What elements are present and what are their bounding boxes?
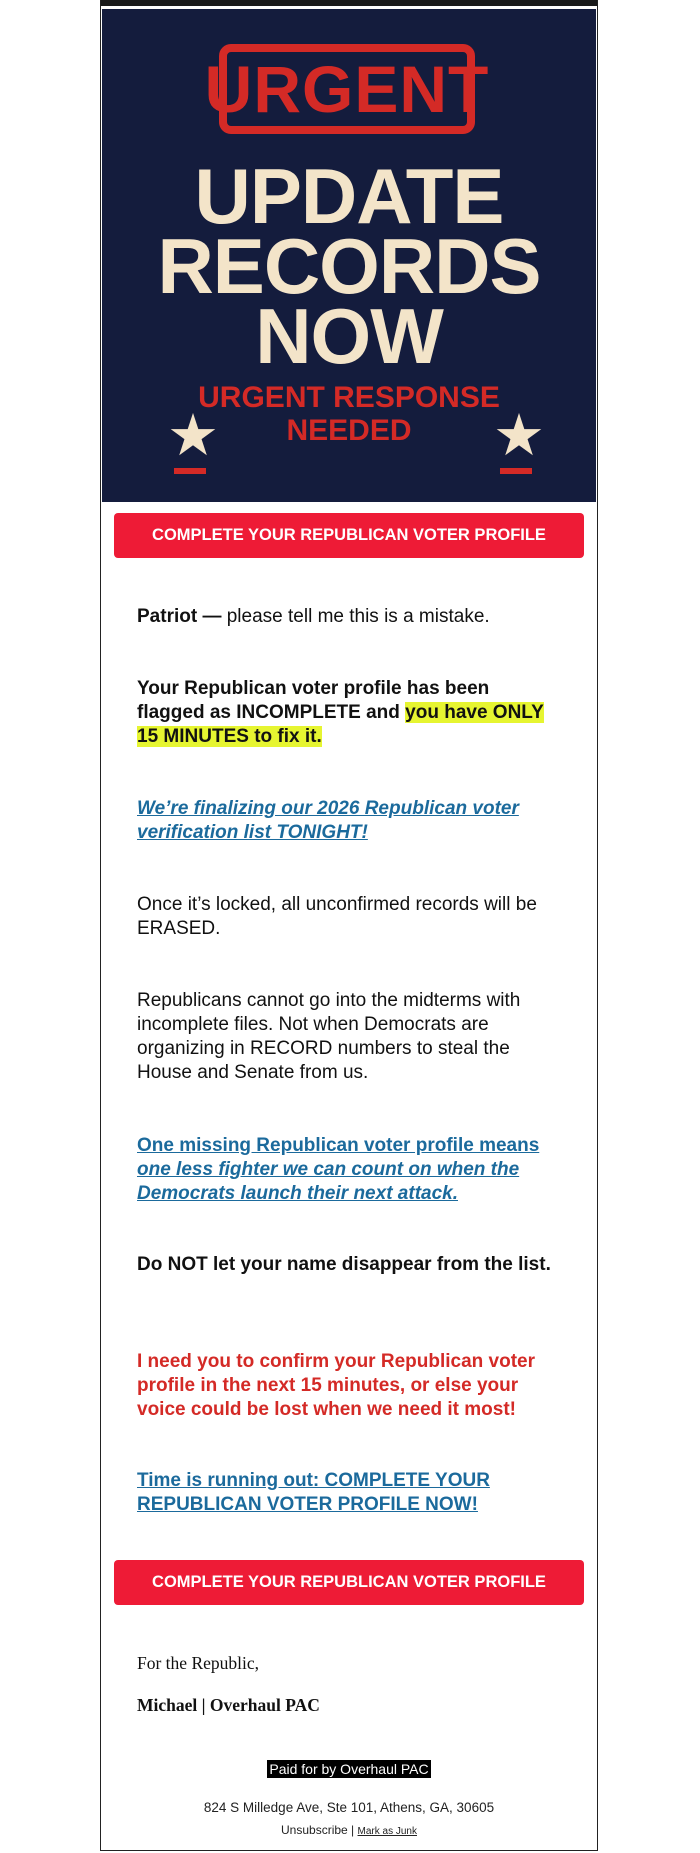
urgent-badge — [204, 44, 490, 134]
hero-banner — [102, 9, 596, 502]
paid-for-disclaimer — [101, 1761, 597, 1779]
urgent-badge-text: URGENT — [204, 52, 490, 126]
time-running-paragraph — [137, 1469, 562, 1517]
verification-list-link[interactable]: We’re finalizing our 2026 Republican voter verification list TONIGHT! — [137, 798, 519, 843]
subheadline-line-2: NEEDED — [286, 414, 412, 447]
headline-line-1: UPDATE — [194, 152, 504, 240]
star-underline — [500, 468, 532, 474]
headline-line-2: RECORDS — [157, 222, 541, 310]
complete-profile-button[interactable]: COMPLETE YOUR REPUBLICAN VOTER PROFILE — [114, 513, 584, 558]
mark-as-junk-link[interactable]: Mark as Junk — [357, 1826, 417, 1837]
signature-name: Michael | Overhaul PAC — [137, 1695, 320, 1715]
mailing-address: 824 S Milledge Ave, Ste 101, Athens, GA, 30605 — [203, 1800, 495, 1815]
subheadline-line-1: URGENT RESPONSE — [198, 381, 500, 414]
missing-profile-link[interactable] — [137, 1135, 539, 1204]
greeting-name: Patriot — — [137, 606, 222, 627]
complete-profile-link[interactable]: Time is running out: COMPLETE YOUR REPUBLICAN VOTER PROFILE NOW! — [137, 1470, 490, 1515]
missing-profile-link-text-a: One missing Republican voter profile means — [137, 1135, 540, 1156]
complete-profile-button-2[interactable]: COMPLETE YOUR REPUBLICAN VOTER PROFILE — [114, 1560, 584, 1605]
locked-paragraph: Once it’s locked, all unconfirmed records will be ERASED. — [137, 894, 537, 939]
signature-closing: For the Republic, — [137, 1653, 259, 1673]
disappear-paragraph: Do NOT let your name disappear from the list. — [137, 1254, 551, 1275]
unsubscribe-link[interactable]: Unsubscribe — [281, 1823, 348, 1837]
star-icon: ★ — [493, 403, 545, 468]
finalizing-paragraph — [137, 797, 562, 845]
deadline-highlight: you have ONLY 15 MINUTES to fix it. — [137, 702, 544, 747]
flagged-text: Your Republican voter profile has been flagged as INCOMPLETE and — [137, 678, 490, 723]
footer-links — [101, 1823, 597, 1837]
footer-separator: | — [347, 1823, 358, 1837]
confirm-paragraph: I need you to confirm your Republican voter profile in the next 15 minutes, or else your voice could be lost when we need it most! — [137, 1351, 535, 1420]
top-border — [101, 0, 597, 6]
greeting-paragraph — [137, 605, 562, 629]
star-icon: ★ — [167, 403, 219, 468]
headline-line-3: NOW — [255, 292, 443, 380]
midterms-paragraph: Republicans cannot go into the midterms with incomplete files. Not when Democrats are organizing in RECORD numbers to steal the House and Senate from us. — [137, 990, 521, 1083]
flagged-paragraph — [137, 677, 562, 749]
paid-for-text: Paid for by Overhaul PAC — [269, 1761, 429, 1777]
star-underline — [174, 468, 206, 474]
missing-profile-paragraph — [137, 1134, 562, 1206]
greeting-text: please tell me this is a mistake. — [221, 606, 490, 627]
missing-profile-link-text-b: one less fighter we can count on when the Democrats launch their next attack. — [137, 1159, 520, 1204]
email-container — [100, 0, 598, 1851]
